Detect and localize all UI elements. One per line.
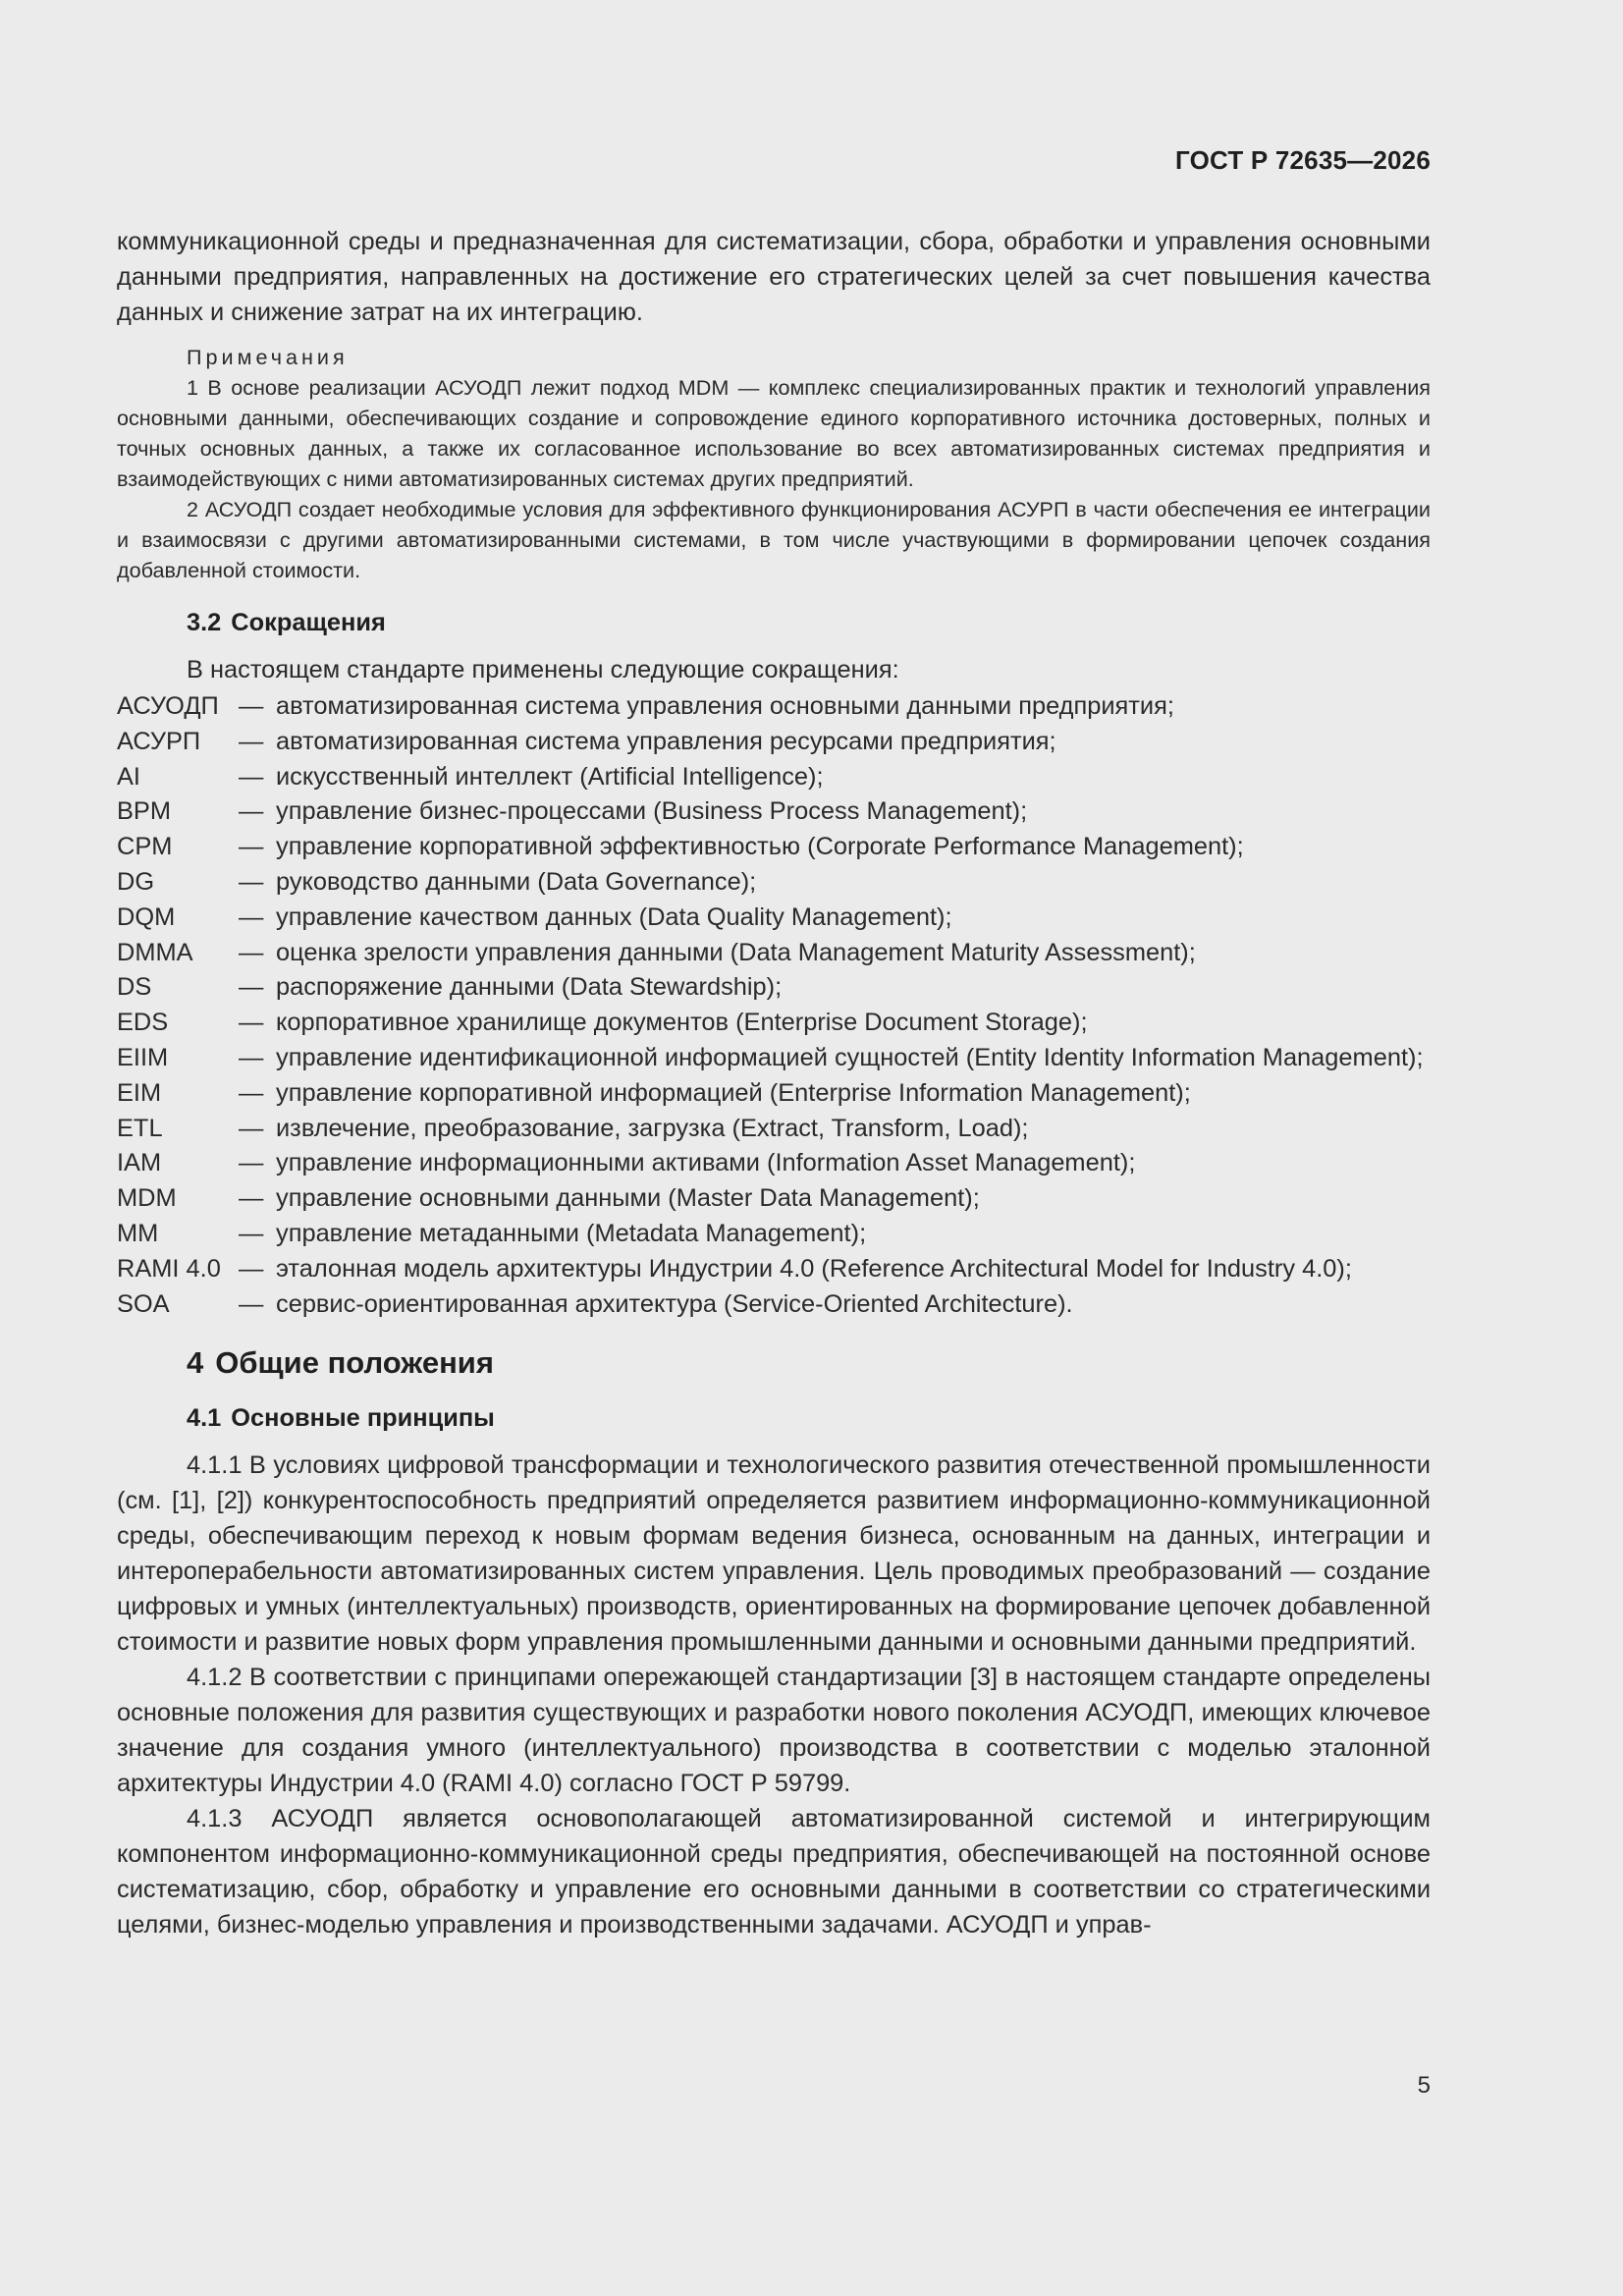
- notes-block: [117, 342, 1431, 585]
- section-title: Общие положения: [215, 1345, 494, 1381]
- abbreviation-row: [117, 760, 1431, 795]
- abbreviation-row: [117, 1041, 1431, 1076]
- abbreviation-row: [117, 689, 1431, 725]
- abbreviation-definition: автоматизированная система управления ресурсами предприятия;: [276, 727, 1056, 755]
- abbreviation-definition: распоряжение данными (Data Stewardship);: [276, 973, 783, 1002]
- abbreviation-term: АСУРП: [117, 727, 201, 755]
- note-item-2: 2 АСУОДП создает необходимые условия для эффективного функционирования АСУРП в части обеспечения ее интеграции и взаимосвязи с другими автоматизированными системами, в том числе участвующими в формировании цепочек создания добавленной стоимости.: [117, 497, 1431, 582]
- abbreviation-definition: руководство данными (Data Governance);: [276, 867, 757, 896]
- abbreviation-dash: —: [239, 692, 264, 720]
- abbreviation-dash: —: [239, 1184, 264, 1213]
- abbreviation-row: [117, 725, 1431, 760]
- abbreviation-definition: управление основными данными (Master Data Management);: [276, 1184, 980, 1213]
- paragraph-4-1-1: 4.1.1 В условиях цифровой трансформации и технологического развития отечественной промышленности (см. [1], [2]) конкурентоспособность предприятий определяется развитием информационно-коммуникационной среды, обеспечивающим переход к новым формам ведения бизнеса, основанным на данных, интеграции и интероперабельности автоматизированных систем управления. Цель проводимых преобразований — создание цифровых и умных (интеллектуальных) производств, ориентированных на формирование цепочек добавленной стоимости и развитие новых форм управления промышленными данными и основными данными предприятий.: [117, 1451, 1431, 1657]
- abbreviation-row: [117, 970, 1431, 1006]
- abbreviation-dash: —: [239, 762, 264, 791]
- abbreviation-term: AI: [117, 762, 140, 791]
- abbreviation-row: [117, 1112, 1431, 1147]
- abbreviation-term: DMMA: [117, 938, 193, 966]
- notes-title: Примечания: [187, 345, 349, 369]
- section-title: Основные принципы: [231, 1404, 495, 1433]
- document-code-header: ГОСТ Р 72635—2026: [1175, 145, 1431, 175]
- section-number: 4.1: [187, 1404, 222, 1433]
- abbreviation-definition: эталонная модель архитектуры Индустрии 4.0 (Reference Architectural Model for Industry 4.0);: [276, 1254, 1352, 1283]
- abbreviation-term: CPM: [117, 833, 173, 861]
- abbreviation-dash: —: [239, 797, 264, 826]
- abbreviation-definition: управление идентификационной информацией сущностей (Entity Identity Information Management);: [276, 1043, 1424, 1071]
- abbreviation-term: DS: [117, 973, 152, 1002]
- abbreviations-intro: В настоящем стандарте применены следующие сокращения:: [187, 656, 899, 683]
- page-content: [117, 224, 1431, 1942]
- abbreviation-term: IAM: [117, 1149, 162, 1177]
- abbreviation-dash: —: [239, 973, 264, 1002]
- abbreviation-definition: управление корпоративной эффективностью (Corporate Performance Management);: [276, 833, 1244, 861]
- abbreviation-row: [117, 1287, 1431, 1323]
- abbreviation-definition: корпоративное хранилище документов (Enterprise Document Storage);: [276, 1009, 1088, 1037]
- section-number: 3.2: [187, 609, 222, 636]
- abbreviation-dash: —: [239, 1149, 264, 1177]
- continued-paragraph: коммуникационной среды и предназначенная для систематизации, сбора, обработки и управления основными данными предприятия, направленных на достижение его стратегических целей за счет повышения качества данных и снижение затрат на их интеграцию.: [117, 228, 1431, 326]
- abbreviation-dash: —: [239, 1254, 264, 1283]
- abbreviation-definition: извлечение, преобразование, загрузка (Extract, Transform, Load);: [276, 1114, 1029, 1142]
- abbreviation-dash: —: [239, 867, 264, 896]
- section-3-2-heading: [187, 605, 1431, 640]
- section-number: 4: [187, 1345, 204, 1381]
- abbreviation-term: SOA: [117, 1289, 170, 1318]
- abbreviation-definition: управление метаданными (Metadata Management);: [276, 1219, 867, 1247]
- abbreviation-row: [117, 1252, 1431, 1287]
- abbreviation-term: BPM: [117, 797, 172, 826]
- abbreviation-definition: управление информационными активами (Information Asset Management);: [276, 1149, 1136, 1177]
- abbreviation-definition: управление корпоративной информацией (Enterprise Information Management);: [276, 1078, 1191, 1107]
- abbreviation-term: EIIM: [117, 1043, 169, 1071]
- note-item-1: 1 В основе реализации АСУОДП лежит подход MDM — комплекс специализированных практик и технологий управления основными данными, обеспечивающих создание и сопровождение единого корпоративного источника достоверных, полных и точных основных данных, а также их согласованное использование во всех автоматизированных системах предприятия и взаимодействующих с ними автоматизированных системах других предприятий.: [117, 375, 1431, 491]
- section-4-heading: [187, 1339, 1431, 1387]
- abbreviation-term: АСУОДП: [117, 692, 219, 720]
- abbreviation-row: [117, 1006, 1431, 1041]
- page-number: 5: [1417, 2072, 1431, 2099]
- abbreviation-row: [117, 1181, 1431, 1217]
- paragraph-4-1-2: 4.1.2 В соответствии с принципами опережающей стандартизации [3] в настоящем стандарте определены основные положения для развития существующих и разработки нового поколения АСУОДП, имеющих ключевое значение для создания умного (интеллектуального) производства в соответствии с моделью эталонной архитектуры Индустрии 4.0 (RAMI 4.0) согласно ГОСТ Р 59799.: [117, 1664, 1431, 1798]
- abbreviation-row: [117, 794, 1431, 830]
- abbreviation-definition: автоматизированная система управления основными данными предприятия;: [276, 692, 1174, 720]
- abbreviation-definition: оценка зрелости управления данными (Data Management Maturity Assessment);: [276, 938, 1196, 966]
- abbreviation-row: [117, 865, 1431, 901]
- abbreviations-list: [117, 689, 1431, 1322]
- abbreviation-term: DQM: [117, 902, 176, 931]
- abbreviation-term: ETL: [117, 1114, 163, 1142]
- abbreviation-definition: управление бизнес-процессами (Business Process Management);: [276, 797, 1028, 826]
- section-title: Сокращения: [231, 609, 386, 636]
- abbreviation-dash: —: [239, 902, 264, 931]
- abbreviation-dash: —: [239, 938, 264, 966]
- abbreviation-row: [117, 1217, 1431, 1252]
- abbreviation-term: EDS: [117, 1009, 169, 1037]
- abbreviation-term: MM: [117, 1219, 159, 1247]
- abbreviation-dash: —: [239, 727, 264, 755]
- abbreviation-term: RAMI 4.0: [117, 1254, 221, 1283]
- section-4-1-heading: [187, 1400, 1431, 1436]
- abbreviation-definition: искусственный интеллект (Artificial Intelligence);: [276, 762, 824, 791]
- abbreviation-dash: —: [239, 1219, 264, 1247]
- abbreviation-row: [117, 1146, 1431, 1181]
- abbreviation-dash: —: [239, 1289, 264, 1318]
- abbreviation-term: EIM: [117, 1078, 162, 1107]
- abbreviation-term: MDM: [117, 1184, 177, 1213]
- abbreviation-row: [117, 1076, 1431, 1112]
- abbreviation-row: [117, 830, 1431, 865]
- paragraph-4-1-3: 4.1.3 АСУОДП является основополагающей автоматизированной системой и интегрирующим компонентом информационно-коммуникационной среды предприятия, обеспечивающей на постоянной основе систематизацию, сбор, обработку и управление его основными данными в соответствии со стратегическими целями, бизнес-моделью управления и производственными задачами. АСУОДП и управ-: [117, 1805, 1431, 1940]
- abbreviation-dash: —: [239, 833, 264, 861]
- abbreviation-dash: —: [239, 1009, 264, 1037]
- abbreviation-dash: —: [239, 1114, 264, 1142]
- abbreviation-row: [117, 901, 1431, 936]
- abbreviation-definition: управление качеством данных (Data Quality Management);: [276, 902, 952, 931]
- abbreviation-definition: сервис-ориентированная архитектура (Service-Oriented Architecture).: [276, 1289, 1073, 1318]
- abbreviation-row: [117, 936, 1431, 971]
- abbreviation-dash: —: [239, 1078, 264, 1107]
- abbreviation-dash: —: [239, 1043, 264, 1071]
- abbreviation-term: DG: [117, 867, 155, 896]
